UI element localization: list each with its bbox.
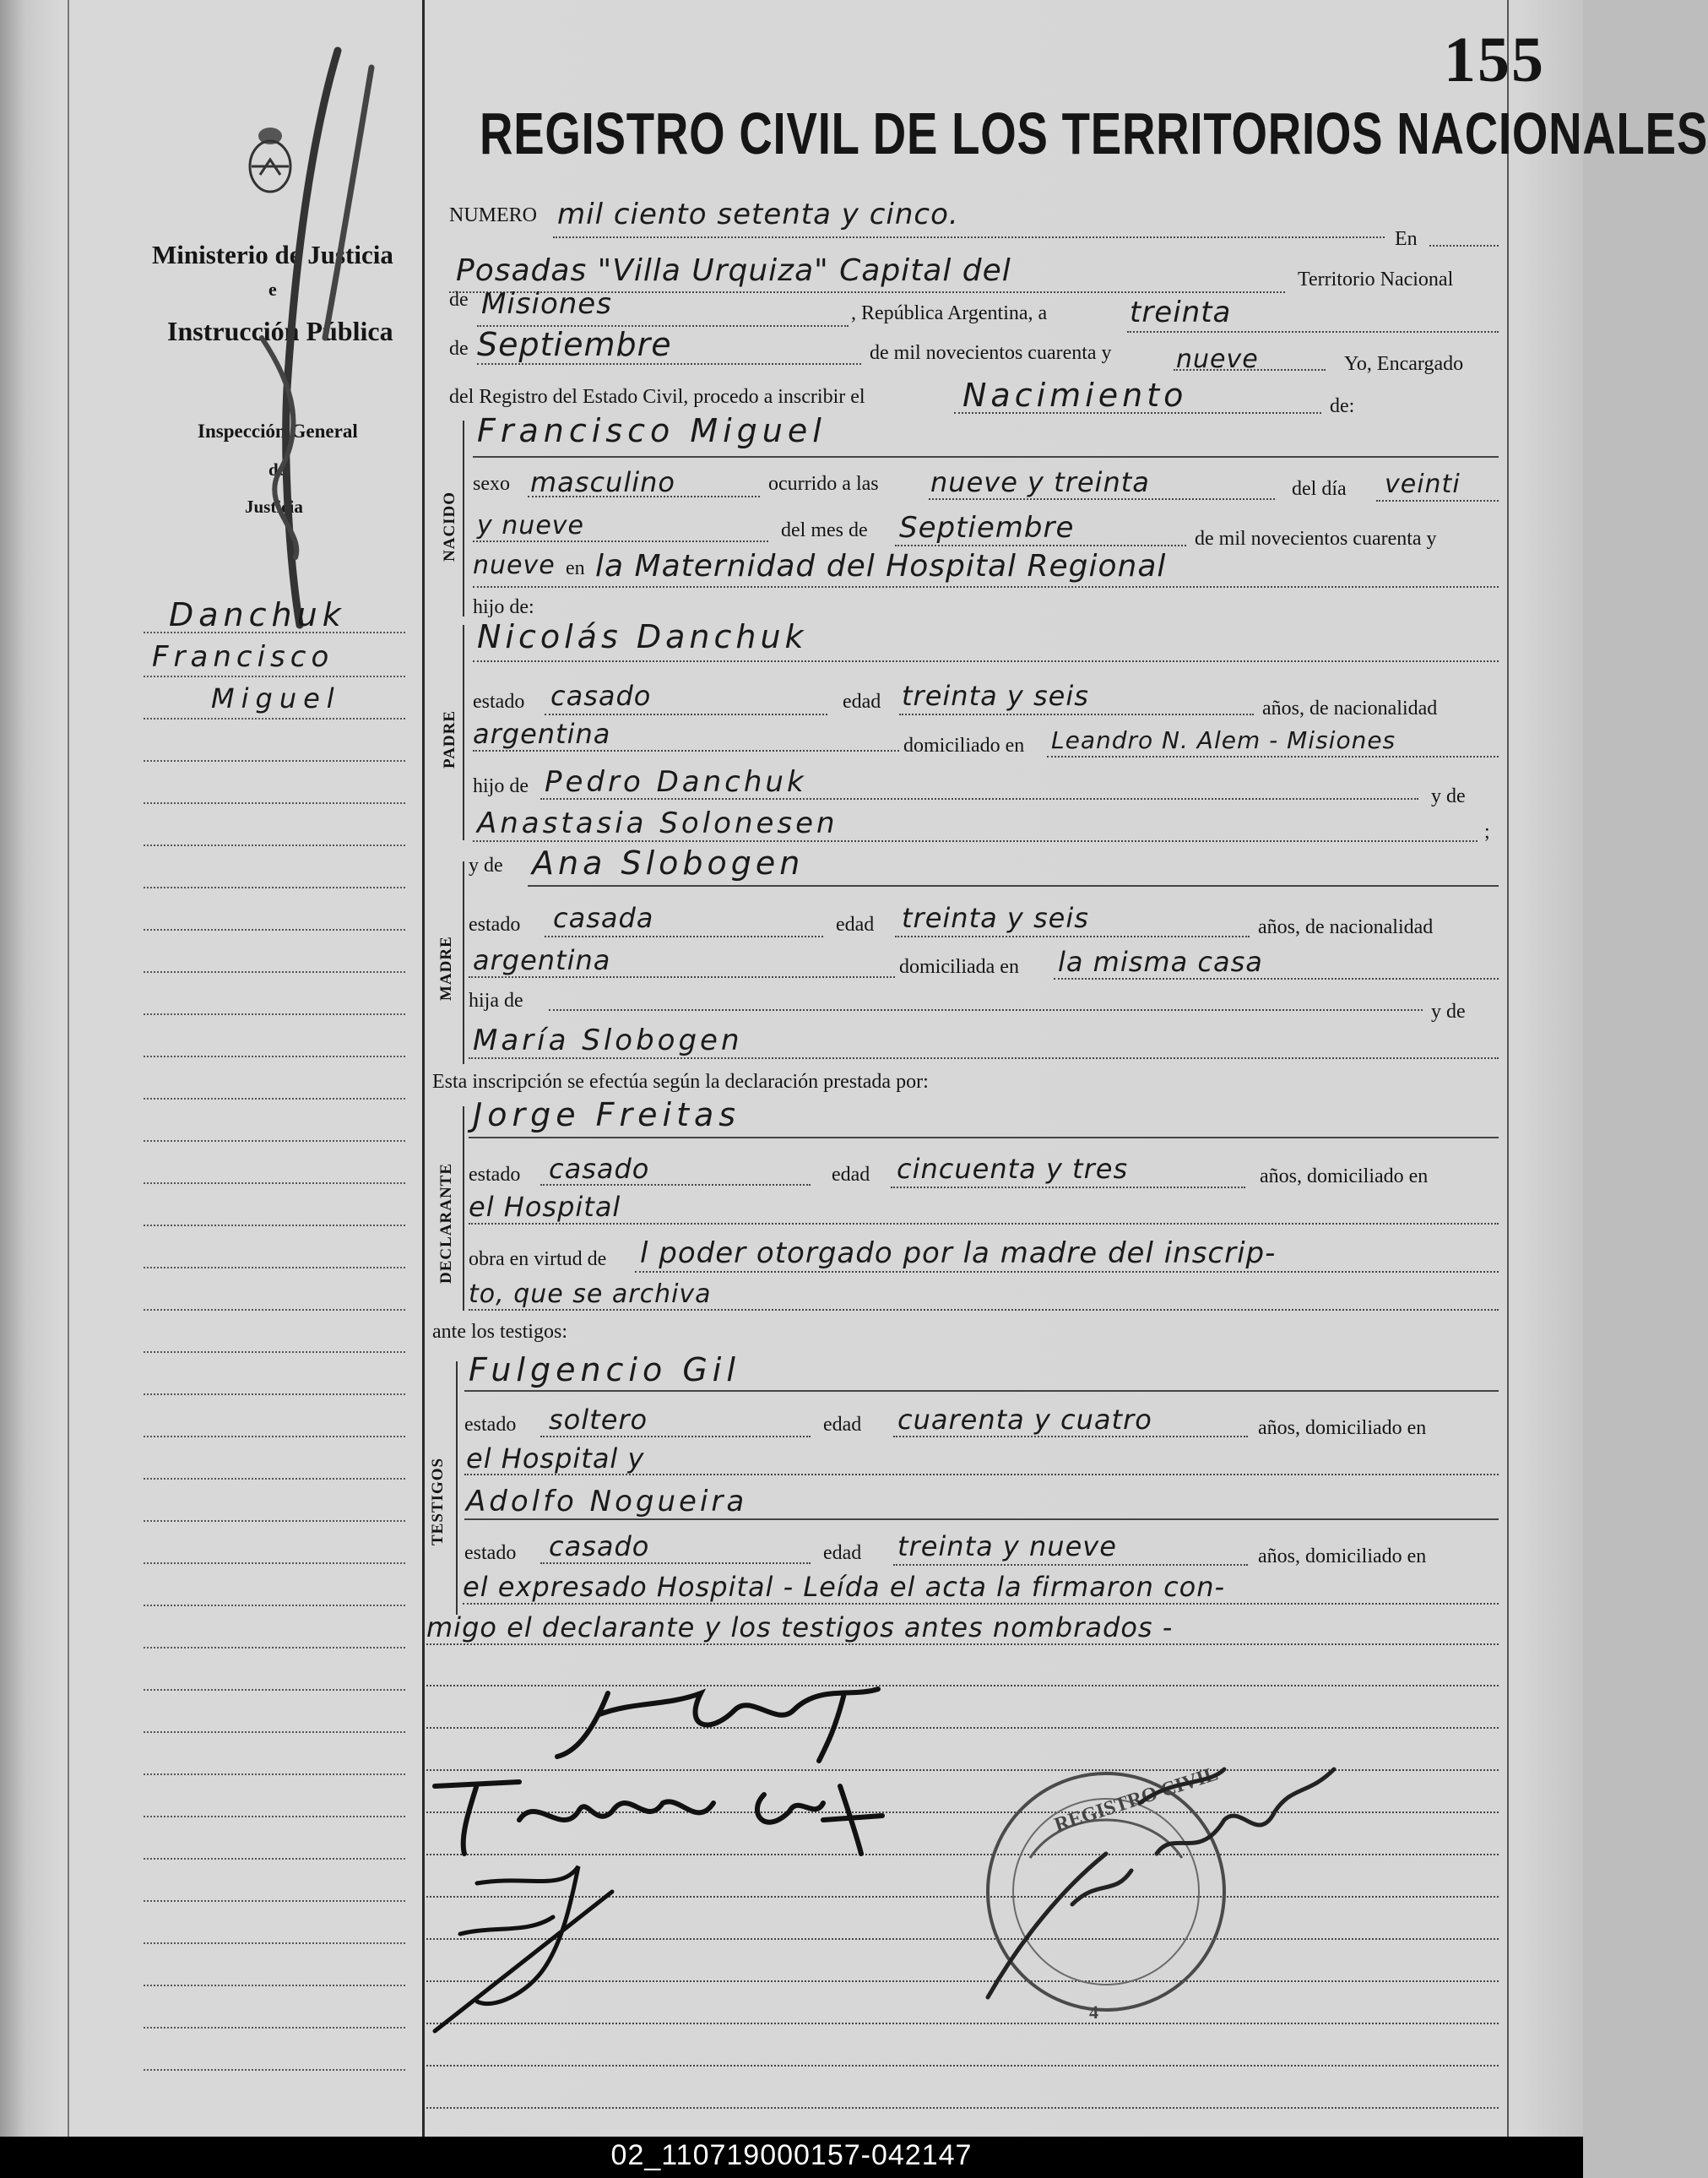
madre-edad-label: edad [836,914,875,936]
ministry-name-line-2: Instrucción Pública [167,316,393,346]
madre-hija-label: hija de [469,990,523,1012]
stub-rule [144,1731,405,1733]
day-value-b: y nueve [477,511,584,540]
day-line [1127,331,1499,333]
stub-first-name: Francisco [152,640,334,674]
obra-value-b: to, que se archiva [469,1279,712,1309]
padre-anos-label: años, de nacionalidad [1262,698,1438,720]
padre-name-line [473,660,1499,662]
de-colon-label: de: [1330,395,1355,417]
testigo-2-edad-value: treinta y nueve [897,1530,1117,1562]
stub-rule [144,1267,405,1268]
numero-line [553,236,1385,238]
de-label: de [449,289,469,311]
madre-domicilio-label: domiciliada en [899,956,1019,978]
stub-rule [144,1013,405,1015]
obra-label: obra en virtud de [469,1248,607,1270]
testigo-2-name-line [464,1518,1499,1520]
madre-hija-line [549,1009,1423,1011]
closing-rule-b [426,1643,1499,1645]
padre-padre-de-line [540,798,1418,800]
madre-name-line [528,885,1499,887]
testigo-2-estado-label: estado [464,1542,517,1564]
stub-rule [144,1816,405,1817]
inspection-line-1: Inspección General [198,421,358,442]
padre-nacionalidad-line [473,750,899,752]
declarante-domicilio-value: el Hospital [469,1191,621,1223]
month-line [477,363,861,365]
declarante-name-line [469,1137,1499,1138]
declarante-signature [540,1676,895,1773]
stub-rule [144,1985,405,1986]
padre-domicilio-value: Leandro N. Alem - Misiones [1051,726,1396,754]
stub-rule [144,1478,405,1480]
obra-value-a: l poder otorgado por la madre del inscrip- [640,1236,1277,1270]
registro-label: del Registro del Estado Civil, procedo a inscribir el [449,386,865,408]
inspection-line-2: de [268,459,286,480]
form-title: REGISTRO CIVIL DE LOS TERRITORIOS NACIONALES [480,100,1708,166]
testigos-bracket [456,1361,458,1615]
stub-rule [144,1858,405,1860]
stub-rule [144,971,405,973]
madre-estado-line [545,936,823,937]
sexo-line [528,496,760,497]
stamp-text: REGISTRO CIVIL [1051,1762,1221,1837]
stub-rule [144,1225,405,1226]
declarante-estado-label: estado [469,1164,521,1186]
padre-semicolon: ; [1484,821,1490,843]
declarante-section-label: DECLARANTE [437,1162,455,1284]
en-label: En [1395,228,1418,250]
day-line-b [473,540,768,542]
stub-rule [144,1182,405,1184]
declarante-estado-line [540,1184,811,1186]
stub-rule [144,2027,405,2029]
obra-line-b [469,1309,1499,1311]
year-line [1174,369,1326,371]
madre-edad-line [895,936,1250,937]
stub-rule [144,1900,405,1902]
madre-nacionalidad-value: argentina [473,944,611,976]
encargado-label: Yo, Encargado [1344,353,1464,375]
stub-middle-name: Miguel [211,682,341,714]
act-value: Nacimiento [962,377,1188,414]
madre-domicilio-line [1054,978,1499,980]
declarante-edad-value: cincuenta y tres [897,1153,1129,1185]
testigo-1-domicilio-line [464,1474,1499,1475]
ministry-conjunction: e [268,279,277,300]
testigo-2-anos-label: años, domiciliado en [1258,1545,1427,1567]
testigo-1-edad-value: cuarenta y cuatro [897,1404,1152,1436]
madre-madre-de-value: María Slobogen [473,1024,743,1057]
testigos-label: ante los testigos: [432,1321,567,1343]
stub-rule [144,1520,405,1522]
stub-rule [144,2069,405,2071]
stub-rule [144,845,405,846]
declarante-edad-label: edad [832,1164,870,1186]
padre-name: Nicolás Danchuk [477,618,808,655]
birth-place-value: la Maternidad del Hospital Regional [595,549,1167,584]
hour-line [929,498,1275,500]
testigo-2-signature [426,1841,629,2039]
del-dia-label: del día [1292,478,1347,500]
closing-rule-a [463,1603,1499,1605]
testigo-1-edad-label: edad [823,1414,862,1436]
padre-y-de-label: y de [1431,785,1466,807]
testigo-1-anos-label: años, domiciliado en [1258,1417,1427,1439]
perforation-line [422,0,425,2137]
stub-rule [144,1689,405,1691]
padre-nacionalidad-value: argentina [473,718,611,750]
year-label: de mil novecientos cuarenta y [870,342,1112,364]
numero-value: mil ciento setenta y cinco. [557,198,959,231]
madre-bracket [463,861,464,1064]
stub-rule [144,1309,405,1311]
closing-line-a: el expresado Hospital - Leída el acta la firmaron con- [463,1571,1226,1603]
testigos-section-label: TESTIGOS [429,1457,447,1545]
obra-line-a [635,1271,1499,1273]
declarante-bracket [463,1106,464,1311]
signature-rule [426,2107,1499,2109]
day-value: treinta [1130,296,1232,329]
madre-name: Ana Slobogen [532,845,805,882]
madre-estado-label: estado [469,914,521,936]
testigo-1-name-line [464,1390,1499,1392]
binding-line [68,0,69,2137]
signature-rule [426,2065,1499,2067]
territory-value: Misiones [481,287,612,321]
ministry-name-line-1: Ministerio de Justicia [152,240,393,269]
testigo-1-domicilio-value: el Hospital y [466,1442,645,1475]
inspection-line-3: Justicia [245,497,303,517]
testigo-1-estado-value: soltero [549,1404,648,1436]
testigo-2-edad-line [893,1564,1248,1566]
stamp-number: 4 [1089,2001,1098,2023]
sexo-value: masculino [530,466,675,498]
madre-anos-label: años, de nacionalidad [1258,916,1434,938]
act-line [954,412,1321,414]
declarante-edad-line [891,1187,1245,1188]
hijo-de-label: hijo de: [473,596,534,618]
padre-hijo-label: hijo de [473,775,529,797]
testigo-2-estado-value: casado [549,1530,650,1562]
testigo-2-name: Adolfo Nogueira [466,1485,748,1518]
nacido-section-label: NACIDO [441,491,458,562]
padre-edad-line [899,714,1254,715]
stub-rule [144,1056,405,1057]
madre-estado-value: casada [553,902,654,934]
en-line [1429,245,1499,247]
padre-edad-value: treinta y seis [902,680,1089,712]
stub-rule [144,802,405,804]
stub-rule [144,1098,405,1100]
territorio-label: Territorio Nacional [1298,269,1454,291]
testigo-1-estado-label: estado [464,1414,517,1436]
testigo-1-name: Fulgencio Gil [469,1351,740,1388]
padre-edad-label: edad [843,691,881,713]
page-edge-line [1507,0,1509,2137]
testigo-1-edad-line [893,1436,1248,1437]
image-id-text: 02_110719000157-042147 [610,2139,973,2171]
stub-rule [144,632,405,633]
madre-domicilio-value: la misma casa [1058,946,1263,978]
day-line-a [1376,500,1499,502]
stub-rule [144,1351,405,1353]
nacido-year-value: nueve [473,551,556,580]
place-value: Posadas "Villa Urquiza" Capital del [456,253,1011,288]
day-value-a: veinti [1385,470,1461,499]
padre-estado-line [545,714,827,715]
madre-y-de-label-2: y de [1431,1001,1466,1023]
stub-rule [144,1436,405,1437]
nacido-month-line [895,545,1186,546]
numero-label: NUMERO [449,204,538,226]
declarante-anos-label: años, domiciliado en [1260,1165,1429,1187]
hour-value: nueve y treinta [930,466,1150,498]
nacido-name: Francisco Miguel [477,412,827,449]
padre-padre-de-value: Pedro Danchuk [545,765,807,799]
padre-domicilio-line [1047,756,1499,758]
nacido-en-label: en [566,557,585,579]
stub-rule [144,676,405,677]
nacido-name-line [473,456,1499,458]
de-label-2: de [449,338,469,360]
testigo-2-edad-label: edad [823,1542,862,1564]
stub-surname: Danchuk [169,596,346,633]
padre-estado-label: estado [473,691,525,713]
padre-section-label: PADRE [441,709,458,769]
declarante-name: Jorge Freitas [473,1096,741,1133]
republica-label: , República Argentina, a [851,302,1048,324]
nacido-year-label: de mil novecientos cuarenta y [1195,528,1437,550]
stub-rule [144,887,405,888]
stub-rule [144,1942,405,1944]
padre-estado-value: casado [550,680,652,712]
padre-bracket [463,625,464,840]
stub-rule [144,1773,405,1775]
madre-nacionalidad-line [469,976,895,978]
stub-rule [144,1562,405,1564]
page-number: 155 [1444,24,1545,95]
stub-rule [144,1647,405,1648]
padre-domicilio-label: domiciliado en [903,735,1025,757]
nacido-bracket [463,421,464,616]
testigo-1-estado-line [540,1436,811,1437]
stub-rule [144,1140,405,1142]
official-signature [971,1752,1351,2027]
birth-place-line [473,586,1499,588]
sexo-label: sexo [473,473,510,495]
madre-edad-value: treinta y seis [902,902,1089,934]
stub-rule [144,929,405,931]
madre-section-label: MADRE [437,936,455,1001]
stub-signature-mark [211,34,397,642]
declarante-domicilio-line [469,1223,1499,1225]
madre-madre-de-line [469,1057,1499,1059]
stub-rule [144,718,405,720]
stub-rule [144,1393,405,1395]
month-value: Septiembre [477,326,672,363]
madre-y-de-label: y de [469,855,503,877]
padre-madre-de-value: Anastasia Solonesen [477,807,838,840]
declaracion-label: Esta inscripción se efectúa según la declaración prestada por: [432,1071,929,1093]
stub-rule [144,760,405,762]
nacido-month-value: Septiembre [899,511,1075,545]
padre-madre-de-line [473,840,1478,842]
year-value: nueve [1176,345,1259,374]
declarante-estado-value: casado [549,1153,650,1185]
stub-rule [144,1605,405,1606]
mes-label: del mes de [781,519,868,541]
ocurrido-label: ocurrido a las [768,473,879,495]
closing-line-b: migo el declarante y los testigos antes nombrados - [426,1611,1174,1643]
testigo-2-estado-line [540,1562,811,1564]
